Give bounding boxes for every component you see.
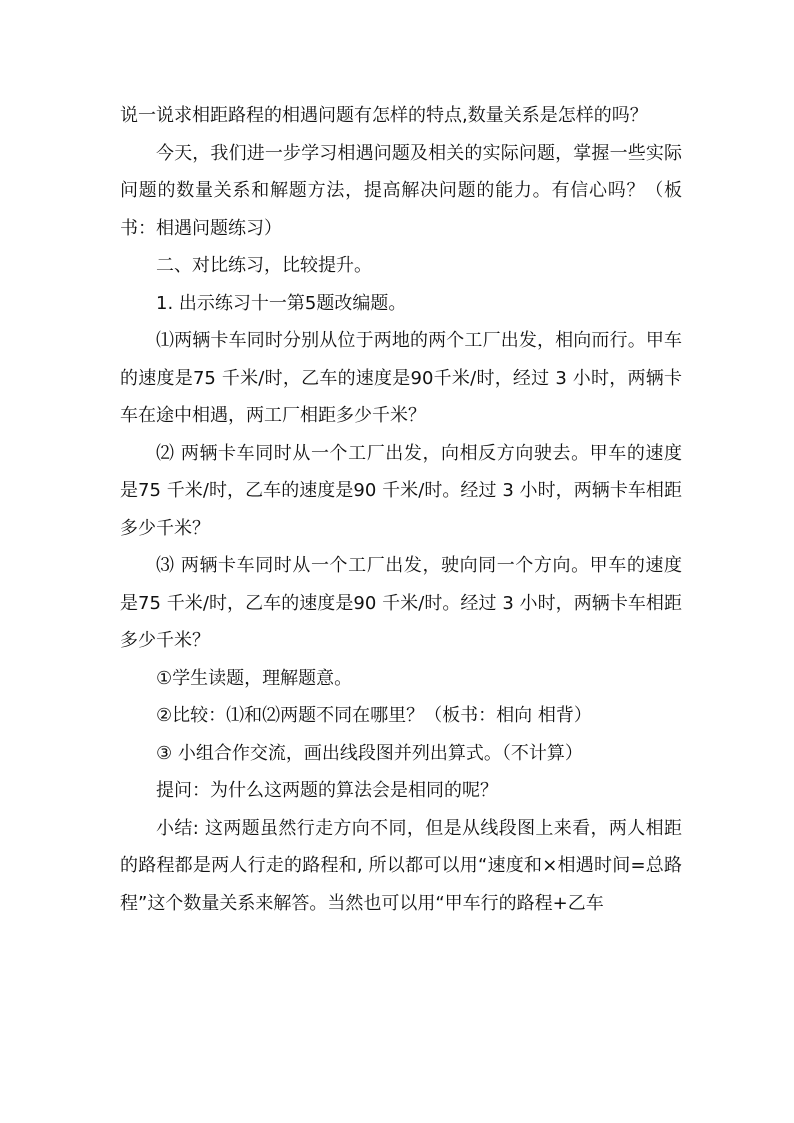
step-read: ①学生读题，理解题意。 bbox=[156, 667, 353, 689]
section-heading-comparison: 二、对比练习，比较提升。 bbox=[156, 255, 372, 276]
problem-2: ⑵ 两辆卡车同时从一个工厂出发，向相反方向驶去。甲车的速度是75 千米/时，乙车的速度是90 千米/时。经过 3 小时，两辆卡车相距多少千米？ bbox=[120, 442, 682, 539]
exercise-heading: 1. 出示练习十一第5题改编题。 bbox=[156, 292, 407, 314]
step-compare: ②比较：⑴和⑵两题不同在哪里？（板书：相向 相背） bbox=[156, 705, 592, 726]
summary: 小结: 这两题虽然行走方向不同，但是从线段图上来看，两人相距的路程都是两人行走的路程和, 所以都可以用“速度和×相遇时间=总路程”这个数量关系来解答。当然也可以用“甲车行的路程+乙车 bbox=[120, 817, 682, 914]
question-why: 提问：为什么这两题的算法会是相同的呢？ bbox=[156, 780, 498, 801]
step-group: ③ 小组合作交流，画出线段图并列出算式。（不计算） bbox=[156, 742, 583, 764]
paragraph-intro-question: 说一说求相距路程的相遇问题有怎样的特点,数量关系是怎样的吗？ bbox=[120, 105, 648, 126]
document-body bbox=[120, 97, 682, 922]
paragraph-today: 今天，我们进一步学习相遇问题及相关的实际问题，掌握一些实际问题的数量关系和解题方法，提高解决问题的能力。有信心吗？（板书：相遇问题练习） bbox=[120, 142, 682, 239]
problem-1: ⑴两辆卡车同时分别从位于两地的两个工厂出发，相向而行。甲车的速度是75 千米/时，乙车的速度是90千米/时，经过 3 小时，两辆卡车在途中相遇，两工厂相距多少千米？ bbox=[120, 330, 682, 426]
problem-3: ⑶ 两辆卡车同时从一个工厂出发，驶向同一个方向。甲车的速度是75 千米/时，乙车的速度是90 千米/时。经过 3 小时，两辆卡车相距多少千米？ bbox=[120, 555, 682, 651]
